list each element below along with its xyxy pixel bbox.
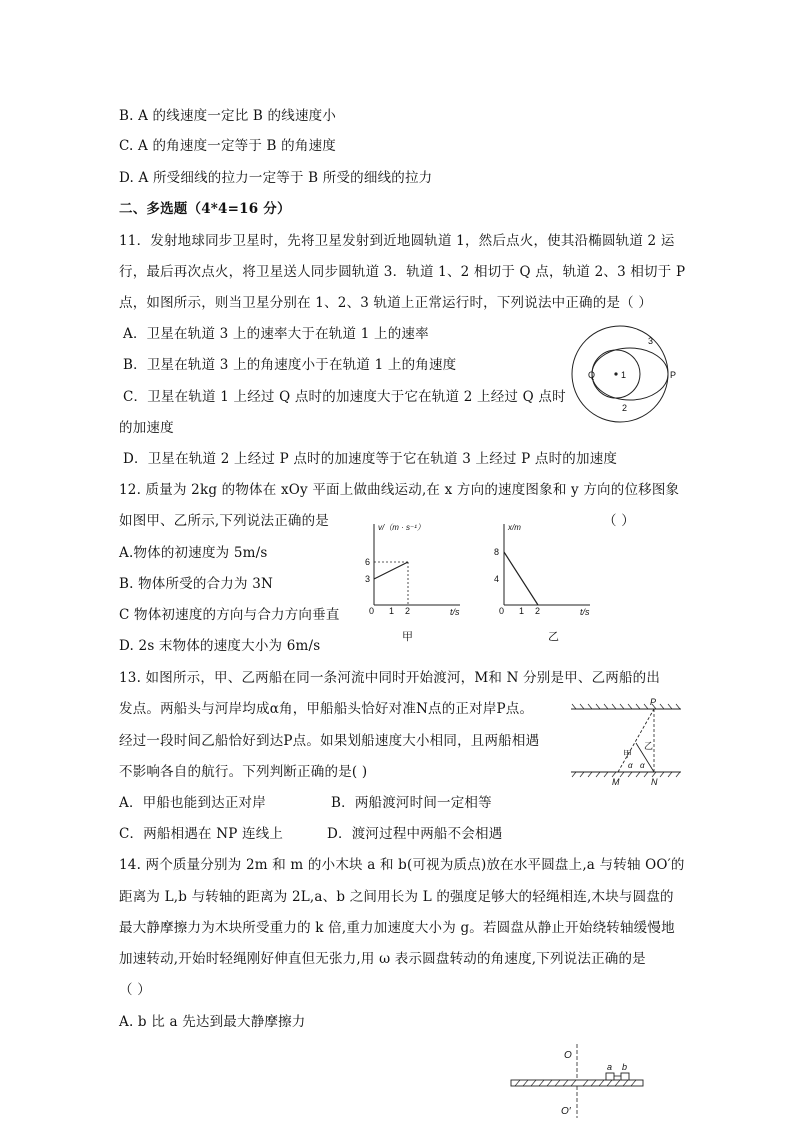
yi-y-tick-4: 4 xyxy=(494,574,500,584)
q13-option-a: A．甲船也能到达正对岸 xyxy=(119,795,266,811)
option-b-line: B. A 的线速度一定比 B 的线速度小 xyxy=(119,108,337,124)
far-bank-hatch xyxy=(572,704,680,709)
block-a xyxy=(606,1073,614,1080)
q13-option-d: D．渡河过程中两船不会相遇 xyxy=(327,826,503,842)
q11-stem-line-1: 11．发射地球同步卫星时，先将卫星发射到近地圆轨道 1，然后点火，使其沿椭圆轨道 2 运 xyxy=(119,233,675,249)
yi-displacement-line xyxy=(504,552,538,605)
q11-stem-line-3: 点，如图所示，则当卫星分别在 1、2、3 轨道上正常运行时，下列说法中正确的是（ ） xyxy=(119,295,653,311)
q13-stem-line-4: 不影响各自的航行。下列判断正确的是( ) xyxy=(119,764,368,780)
orbit-label-1: 1 xyxy=(621,370,627,380)
q12-stem-line-1: 12. 质量为 2kg 的物体在 xOy 平面上做曲线运动,在 x 方向的速度图象和 y 方向的位移图象 xyxy=(119,482,680,498)
q13-stem-line-1: 13. 如图所示，甲、乙两船在同一条河流中同时开始渡河，M和 N 分别是甲、乙两船的出 xyxy=(119,670,661,686)
q13-stem-line-2: 发点。两船头与河岸均成α角，甲船船头恰好对准N点的正对岸P点。 xyxy=(119,701,534,717)
yi-x-tick-2: 2 xyxy=(535,606,541,616)
q11-option-b: B．卫星在轨道 3 上的角速度小于在轨道 1 上的角速度 xyxy=(123,357,457,373)
q12-option-d: D. 2s 末物体的速度大小为 6m/s xyxy=(119,638,321,654)
velocity-graph-jia xyxy=(362,520,477,645)
q14-option-a: A. b 比 a 先达到最大静摩擦力 xyxy=(119,1014,306,1030)
q12-stem-line-2: 如图甲、乙所示,下列说法正确的是 xyxy=(119,513,329,529)
river-label-jia: 甲 xyxy=(623,749,633,759)
orbit-figure xyxy=(566,332,676,422)
orbit-label-3: 3 xyxy=(648,336,654,346)
q12-answer-blank: （ ） xyxy=(603,513,635,529)
q13-stem-line-3: 经过一段时间乙船恰好到达P点。如果划船速度大小相同，且两船相遇 xyxy=(119,733,540,749)
orbit-2-ellipse xyxy=(592,348,668,400)
disk-label-b: b xyxy=(622,1062,628,1072)
jia-x-axis-label: t/s xyxy=(450,607,460,617)
option-d-line: D. A 所受细线的拉力一定等于 B 所受的细线的拉力 xyxy=(119,170,433,186)
q11-option-d: D．卫星在轨道 2 上经过 P 点时的加速度等于它在轨道 3 上经过 P 点时的加速度 xyxy=(123,451,618,467)
jia-x-tick-2: 2 xyxy=(405,606,411,616)
q14-stem-line-3: 最大静摩擦力为木块所受重力的 k 倍,重力加速度大小为 g。若圆盘从静止开始绕转轴缓慢地 xyxy=(119,920,675,936)
yi-x-tick-1: 1 xyxy=(519,606,525,616)
river-label-p: P xyxy=(650,697,657,707)
section-heading: 二、多选题（4*4=16 分） xyxy=(119,201,291,217)
near-bank-hatch xyxy=(572,772,680,777)
orbit-label-p: P xyxy=(670,370,677,380)
yi-caption: 乙 xyxy=(548,631,559,643)
jia-y-axis-label: v/（m · s⁻¹） xyxy=(378,523,425,532)
block-b xyxy=(621,1073,629,1080)
q13-option-b: B．两船渡河时间一定相等 xyxy=(331,795,492,811)
yi-y-axis-label: x/m xyxy=(508,523,521,532)
q14-stem-line-1: 14. 两个质量分别为 2m 和 m 的小木块 a 和 b(可视为质点)放在水平圆盘上,a 与转轴 OO′的 xyxy=(119,857,685,873)
q11-stem-line-2: 行，最后再次点火，将卫星送人同步圆轨道 3．轨道 1、2 相切于 Q 点，轨道 2、3 相切于 P xyxy=(119,264,686,280)
earth-center-dot xyxy=(614,372,617,375)
river-figure xyxy=(566,697,686,792)
disk-label-o-prime: O′ xyxy=(561,1106,571,1117)
river-label-alpha-2: α xyxy=(640,761,645,770)
option-c-line: C. A 的角速度一定等于 B 的角速度 xyxy=(119,138,336,154)
q12-option-b: B. 物体所受的合力为 3N xyxy=(119,576,273,592)
river-label-n: N xyxy=(651,777,658,787)
disk-label-o: O xyxy=(564,1050,572,1061)
jia-x-tick-1: 1 xyxy=(389,606,395,616)
orbit-label-2: 2 xyxy=(622,403,628,413)
yi-x-axis-label: t/s xyxy=(580,607,590,617)
disk-label-a: a xyxy=(607,1062,613,1072)
jia-origin: 0 xyxy=(369,606,375,616)
q11-option-c-cont: 的加速度 xyxy=(119,420,174,436)
yi-origin: 0 xyxy=(499,606,505,616)
river-label-m: M xyxy=(612,777,620,787)
q14-stem-line-2: 距离为 L,b 与转轴的距离为 2L,a、b 之间用长为 L 的强度足够大的轻绳相连,木块与圆盘的 xyxy=(119,889,674,905)
jia-y-tick-6: 6 xyxy=(365,557,371,567)
jia-caption: 甲 xyxy=(402,631,413,643)
q11-option-c: C．卫星在轨道 1 上经过 Q 点时的加速度大于它在轨道 2 上经过 Q 点时 xyxy=(123,389,566,405)
displacement-graph-yi xyxy=(488,520,603,645)
disk-figure xyxy=(505,1040,650,1123)
q13-option-c: C．两船相遇在 NP 连线上 xyxy=(119,826,284,842)
disk-plate xyxy=(511,1080,643,1086)
q12-option-c: C 物体初速度的方向与合力方向垂直 xyxy=(119,607,340,623)
q14-stem-line-4: 加速转动,开始时轻绳刚好伸直但无张力,用 ω 表示圆盘转动的角速度,下列说法正确的是 xyxy=(119,951,646,967)
q14-answer-blank: （ ） xyxy=(119,982,151,998)
jia-velocity-line xyxy=(374,562,408,579)
orbit-3-circle xyxy=(572,326,668,422)
river-label-yi: 乙 xyxy=(644,741,654,751)
orbit-label-q: Q xyxy=(588,370,596,380)
q11-option-a: A．卫星在轨道 3 上的速率大于在轨道 1 上的速率 xyxy=(123,326,429,342)
jia-y-tick-3: 3 xyxy=(365,574,371,584)
q12-option-a: A.物体的初速度为 5m/s xyxy=(119,545,268,561)
river-label-alpha-1: α xyxy=(628,761,633,770)
yi-y-tick-8: 8 xyxy=(494,547,500,557)
